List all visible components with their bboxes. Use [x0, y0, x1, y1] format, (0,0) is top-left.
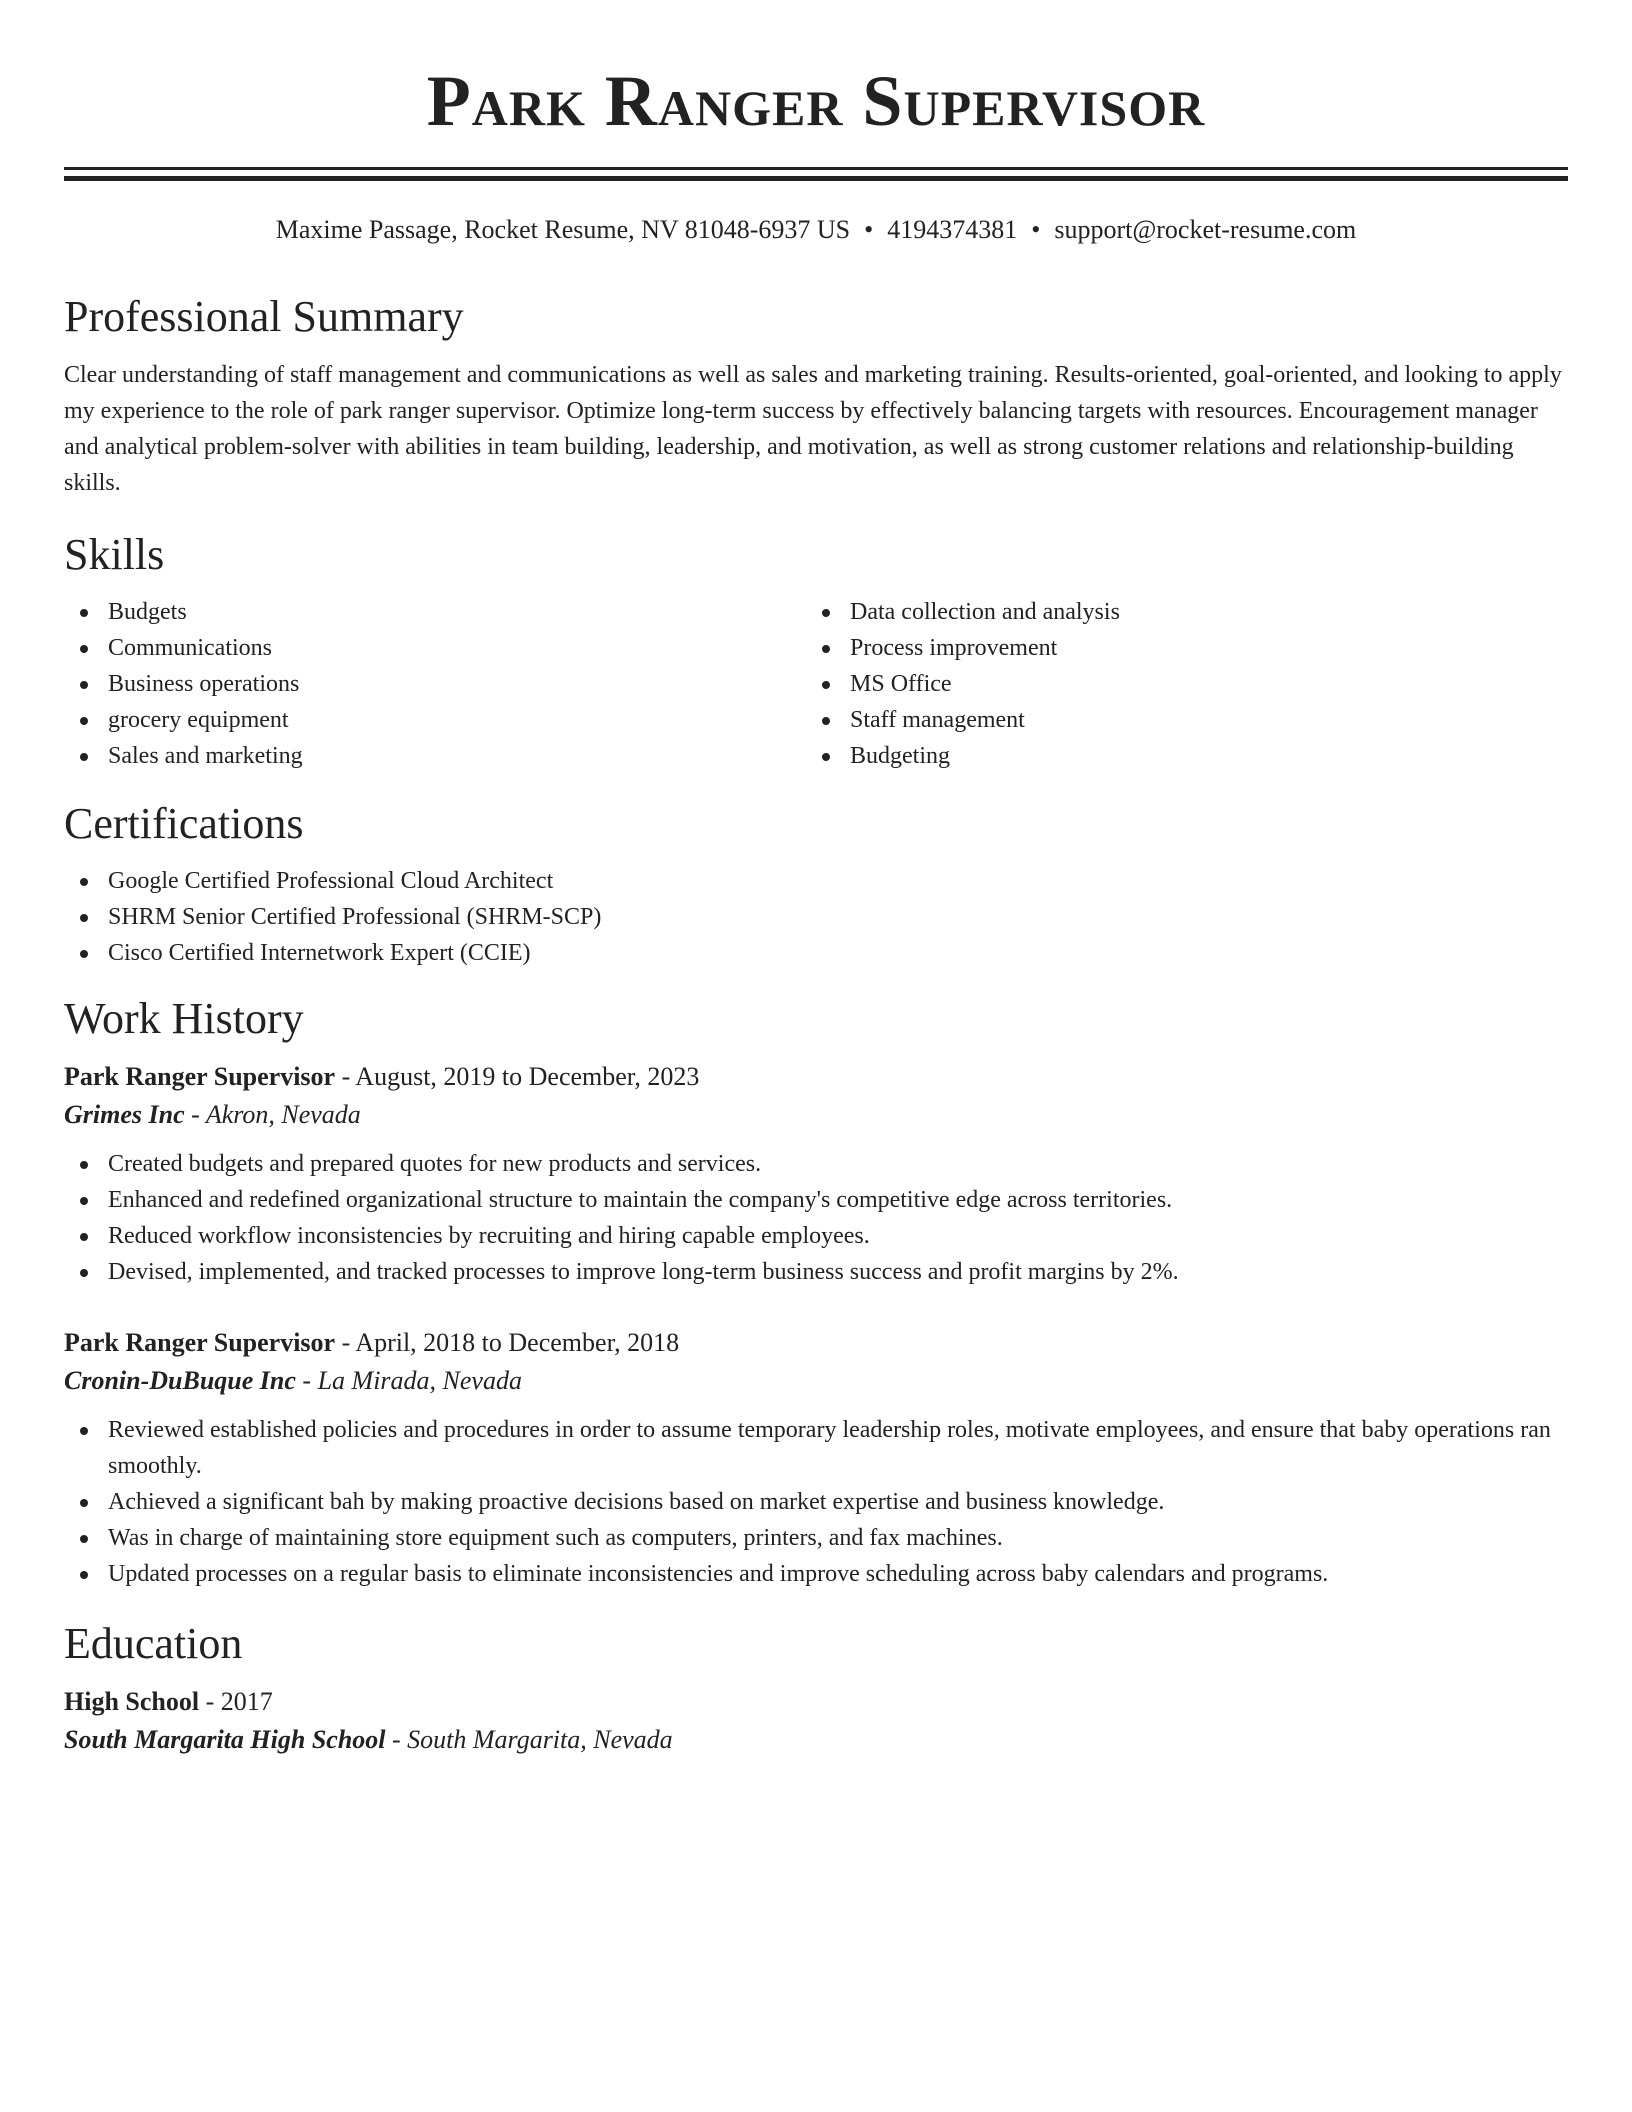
job-bullets — [64, 1412, 1568, 1592]
certifications-list — [64, 863, 1568, 971]
job-bullet: Updated processes on a regular basis to eliminate inconsistencies and improve scheduling across baby calendars and programs. — [64, 1556, 1568, 1592]
education-location: - South Margarita, Nevada — [385, 1725, 673, 1754]
contact-email[interactable]: support@rocket-resume.com — [1054, 215, 1357, 244]
skill-item: Budgeting — [806, 738, 1548, 774]
job-bullet: Was in charge of maintaining store equipment such as computers, printers, and fax machines. — [64, 1520, 1568, 1556]
resume-name: Park Ranger Supervisor — [426, 61, 1206, 141]
certification-item: Google Certified Professional Cloud Architect — [64, 863, 1568, 899]
work-history-heading: Work History — [64, 994, 304, 1043]
skills-list — [64, 594, 1568, 774]
certification-item: Cisco Certified Internetwork Expert (CCIE) — [64, 935, 1568, 971]
job-employer-line — [64, 1096, 1568, 1134]
job-location: - La Mirada, Nevada — [295, 1366, 522, 1395]
job-bullet: Achieved a significant bah by making proactive decisions based on market expertise and business knowledge. — [64, 1484, 1568, 1520]
job-bullet: Reviewed established policies and procedures in order to assume temporary leadership roles, motivate employees, and ensure that baby operations ran smoothly. — [64, 1412, 1568, 1484]
education-entry — [64, 1683, 1568, 1759]
job-dates: - August, 2019 to December, 2023 — [335, 1062, 700, 1091]
skill-item: MS Office — [806, 666, 1548, 702]
education-school: South Margarita High School — [64, 1725, 386, 1754]
skill-item: Sales and marketing — [64, 738, 806, 774]
skills-column-right — [806, 594, 1548, 774]
skills-column-left — [64, 594, 806, 774]
job-bullet: Created budgets and prepared quotes for new products and services. — [64, 1146, 1568, 1182]
job-role: Park Ranger Supervisor — [64, 1062, 336, 1091]
job-employer-line — [64, 1362, 1568, 1400]
skills-heading: Skills — [64, 530, 165, 579]
job-entry — [64, 1324, 1568, 1592]
certification-item: SHRM Senior Certified Professional (SHRM-SCP) — [64, 899, 1568, 935]
job-location: - Akron, Nevada — [184, 1100, 361, 1129]
education-heading: Education — [64, 1619, 243, 1668]
skill-item: Process improvement — [806, 630, 1548, 666]
header-divider-bottom — [64, 176, 1568, 181]
education-degree-line — [64, 1683, 1568, 1721]
header-divider-top — [64, 167, 1568, 170]
contact-separator: • — [864, 215, 874, 244]
job-dates: - April, 2018 to December, 2018 — [335, 1328, 680, 1357]
job-bullets — [64, 1146, 1568, 1290]
contact-phone: 4194374381 — [887, 215, 1018, 244]
skill-item: Budgets — [64, 594, 806, 630]
summary-text: Clear understanding of staff management and communications as well as sales and marketing training. Results-oriented, goal-oriented, and looking to apply my experience to the role of park ranger supervisor. Optimize long-term success by effectively balancing targets with resources. Encouragement manager and analytical problem-solver with abilities in team building, leadership, and motivation, as well as strong customer relations and relationship-building skills. — [64, 362, 1562, 496]
contact-address: Maxime Passage, Rocket Resume, NV 81048-6937 US — [275, 215, 851, 244]
certifications-heading: Certifications — [64, 799, 304, 848]
education-year: - 2017 — [199, 1687, 273, 1716]
job-employer: Grimes Inc — [64, 1100, 185, 1129]
skill-item: grocery equipment — [64, 702, 806, 738]
skill-item: Communications — [64, 630, 806, 666]
skill-item: Staff management — [806, 702, 1548, 738]
contact-separator: • — [1031, 215, 1041, 244]
job-bullet: Enhanced and redefined organizational structure to maintain the company's competitive edge across territories. — [64, 1182, 1568, 1218]
job-role: Park Ranger Supervisor — [64, 1328, 336, 1357]
education-school-line — [64, 1721, 1568, 1759]
contact-line — [64, 214, 1568, 246]
skill-item: Business operations — [64, 666, 806, 702]
skill-item: Data collection and analysis — [806, 594, 1548, 630]
job-entry — [64, 1058, 1568, 1290]
job-bullet: Reduced workflow inconsistencies by recruiting and hiring capable employees. — [64, 1218, 1568, 1254]
job-title-line — [64, 1324, 1568, 1362]
job-bullet: Devised, implemented, and tracked processes to improve long-term business success and profit margins by 2%. — [64, 1254, 1568, 1290]
education-degree: High School — [64, 1687, 200, 1716]
job-employer: Cronin-DuBuque Inc — [64, 1366, 296, 1395]
summary-heading: Professional Summary — [64, 292, 464, 341]
job-title-line — [64, 1058, 1568, 1096]
